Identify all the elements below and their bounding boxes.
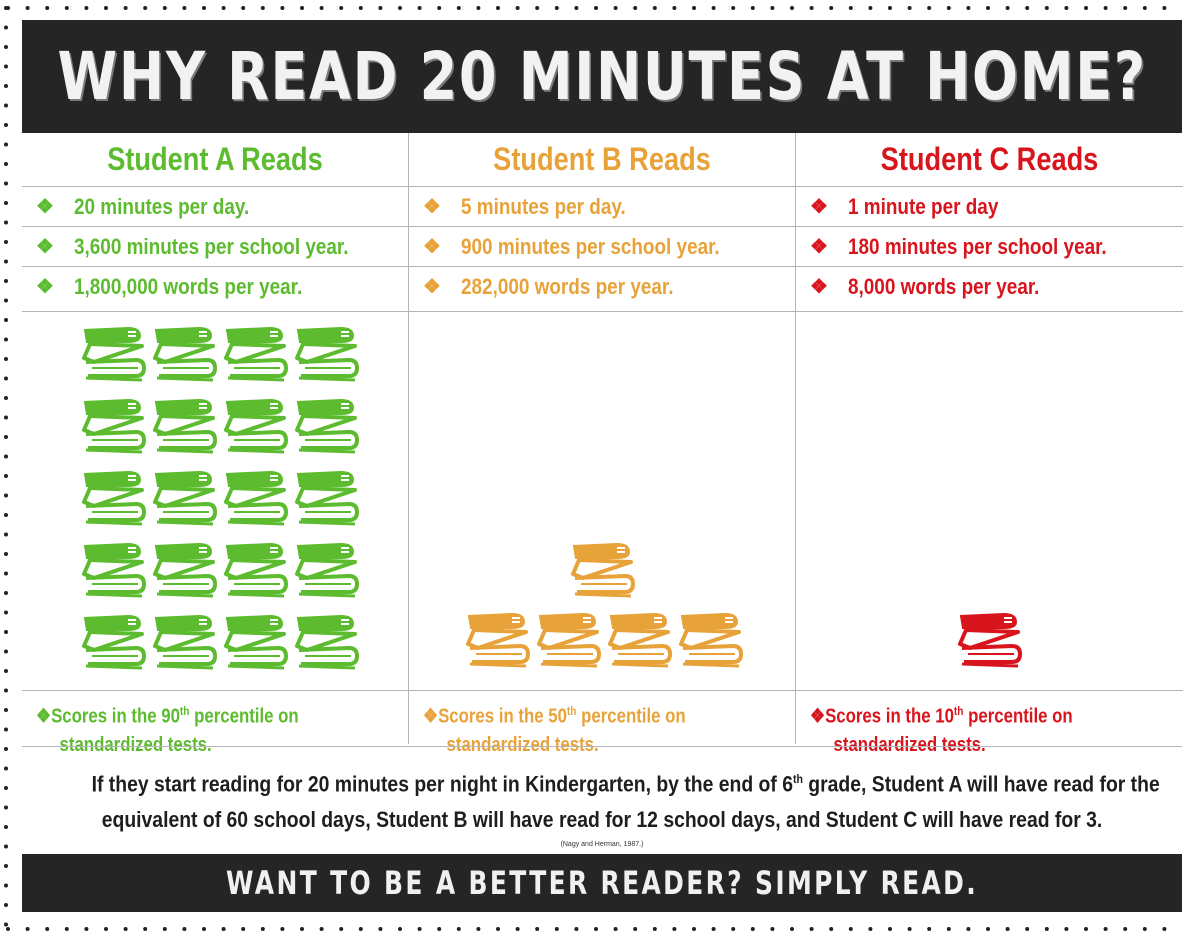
student-c-fact: ❖ 8,000 words per year. <box>796 266 1183 306</box>
diamond-bullet-icon: ❖ <box>423 276 441 298</box>
book-stack-icon <box>151 468 217 528</box>
footer-slogan: WANT TO BE A BETTER READER? SIMPLY READ. <box>225 864 978 902</box>
student-b-fact: ❖ 5 minutes per day. <box>409 186 795 226</box>
page-title: WHY READ 20 MINUTES AT HOME? <box>57 38 1147 115</box>
book-stack-icon <box>80 396 146 456</box>
diamond-bullet-icon: ❖ <box>36 705 52 728</box>
diamond-bullet-icon: ❖ <box>36 236 54 258</box>
student-c-fact: ❖ 1 minute per day <box>796 186 1183 226</box>
book-stack-icon <box>606 610 672 670</box>
book-stack-icon <box>293 612 359 672</box>
student-b-scores: ❖Scores in the 50th percentile on standardized tests. <box>409 690 796 765</box>
diamond-bullet-icon: ❖ <box>423 196 441 218</box>
book-stack-icon <box>956 610 1022 670</box>
diamond-bullet-icon: ❖ <box>423 705 439 728</box>
student-c-books <box>796 311 1183 671</box>
book-stack-icon <box>80 324 146 384</box>
book-stack-icon <box>80 612 146 672</box>
student-a-fact: ❖ 1,800,000 words per year. <box>22 266 408 306</box>
student-a-heading: Student A Reads <box>107 141 323 177</box>
diamond-bullet-icon: ❖ <box>36 196 54 218</box>
book-stack-icon <box>293 468 359 528</box>
book-stack-icon <box>151 396 217 456</box>
book-stack-icon <box>293 540 359 600</box>
student-b-fact: ❖ 282,000 words per year. <box>409 266 795 306</box>
student-a-fact: ❖ 3,600 minutes per school year. <box>22 226 408 266</box>
diamond-bullet-icon: ❖ <box>423 236 441 258</box>
book-stack-icon <box>677 610 743 670</box>
book-stack-icon <box>80 468 146 528</box>
student-a-books <box>22 311 409 671</box>
conclusion-text: If they start reading for 20 minutes per night in Kindergarten, by the end of 6th grade, Student A will have read for the equivalent of 60 school days, Student B will have read for 12 school days, and Student C will have read for 3. <box>22 746 1182 854</box>
diamond-bullet-icon: ❖ <box>810 236 828 258</box>
student-c-heading: Student C Reads <box>880 141 1099 177</box>
book-stack-icon <box>222 396 288 456</box>
student-b-books <box>409 311 796 671</box>
student-a-column <box>22 133 409 756</box>
book-stack-icon <box>80 540 146 600</box>
poster <box>22 20 1182 915</box>
student-c-column <box>796 133 1183 756</box>
citation: (Nagy and Herman, 1987.) <box>560 841 644 848</box>
diamond-bullet-icon: ❖ <box>810 196 828 218</box>
student-b-fact: ❖ 900 minutes per school year. <box>409 226 795 266</box>
student-c-fact: ❖ 180 minutes per school year. <box>796 226 1183 266</box>
student-c-scores: ❖Scores in the 10th percentile on standardized tests. <box>796 690 1183 765</box>
book-stack-icon <box>222 324 288 384</box>
student-b-column <box>409 133 796 756</box>
book-stack-icon <box>222 540 288 600</box>
dotted-border-left <box>2 0 10 935</box>
book-stack-icon <box>151 540 217 600</box>
footer-banner <box>22 854 1182 912</box>
book-stack-icon <box>569 540 635 600</box>
student-a-fact: ❖ 20 minutes per day. <box>22 186 408 226</box>
book-stack-icon <box>222 468 288 528</box>
dotted-border-top <box>0 4 1184 12</box>
book-stack-icon <box>222 612 288 672</box>
book-stack-icon <box>151 324 217 384</box>
diamond-bullet-icon: ❖ <box>810 276 828 298</box>
dotted-border-bottom <box>0 925 1184 933</box>
student-a-scores: ❖Scores in the 90th percentile on standardized tests. <box>22 690 409 765</box>
book-stack-icon <box>293 396 359 456</box>
book-stack-icon <box>535 610 601 670</box>
title-banner <box>22 20 1182 133</box>
diamond-bullet-icon: ❖ <box>36 276 54 298</box>
book-stack-icon <box>151 612 217 672</box>
diamond-bullet-icon: ❖ <box>810 705 826 728</box>
book-stack-icon <box>464 610 530 670</box>
student-b-heading: Student B Reads <box>493 141 711 177</box>
book-stack-icon <box>293 324 359 384</box>
